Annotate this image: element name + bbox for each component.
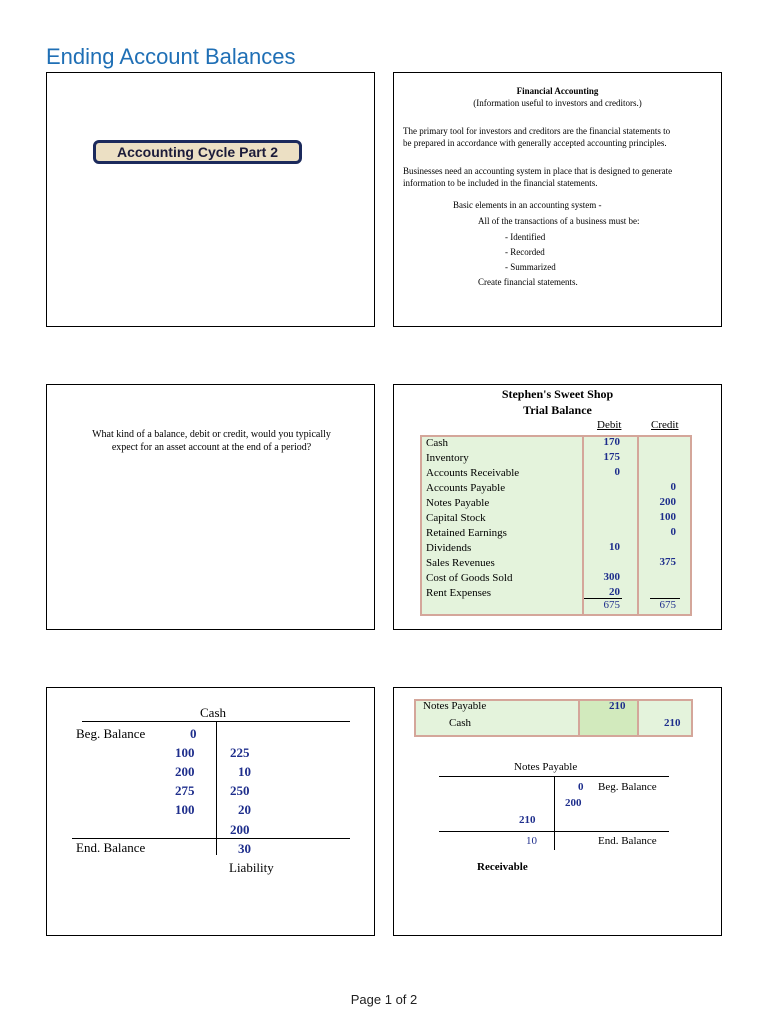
- account-name: Accounts Receivable: [426, 467, 520, 479]
- bullet-item: - Identified: [505, 232, 546, 242]
- journal-credit-account: Cash: [449, 717, 471, 729]
- credit-amount: 0: [670, 481, 676, 493]
- ending-balance-label: End. Balance: [598, 835, 657, 847]
- paragraph-line: The primary tool for investors and creditors are the financial statements to: [403, 126, 671, 136]
- slide-caption: Receivable: [477, 861, 528, 873]
- slide-trial-balance: [393, 384, 722, 630]
- debit-amount: 300: [603, 571, 620, 583]
- credit-entry: 225: [230, 745, 250, 760]
- beginning-balance-label: Beg. Balance: [598, 781, 657, 793]
- paragraph-line: information to be included in the financial statements.: [403, 178, 598, 188]
- debit-amount: 170: [603, 436, 620, 448]
- page-number: Page 1 of 2: [350, 992, 418, 1007]
- credit-entry: 200: [565, 797, 582, 809]
- column-divider: [578, 701, 580, 735]
- ending-balance-value: 10: [526, 835, 537, 847]
- account-name: Sales Revenues: [426, 557, 495, 569]
- slide-accounting-cycle: [46, 72, 375, 327]
- column-divider: [637, 701, 639, 735]
- debit-amount: 20: [609, 586, 620, 598]
- account-name: Notes Payable: [426, 497, 490, 509]
- company-name: Stephen's Sweet Shop: [501, 387, 614, 401]
- column-divider: [637, 437, 639, 614]
- journal-credit-amount: 210: [664, 717, 681, 729]
- t-account-center-rule: [216, 721, 217, 855]
- t-account-total-rule: [72, 838, 350, 839]
- paragraph-line: Businesses need an accounting system in place that is designed to generate: [403, 166, 673, 176]
- debit-entry: 200: [175, 764, 195, 779]
- account-name: Capital Stock: [426, 512, 486, 524]
- debit-column-header: Debit: [597, 419, 622, 431]
- slide-subheading: (Information useful to investors and creditors.): [473, 98, 642, 108]
- credit-entry: 250: [230, 783, 250, 798]
- column-divider: [582, 437, 584, 614]
- total-credit: 675: [659, 599, 676, 611]
- statement-title: Trial Balance: [523, 403, 592, 417]
- question-line: What kind of a balance, debit or credit, would you typically: [92, 429, 331, 440]
- debit-amount: 0: [614, 466, 620, 478]
- transactions-line: All of the transactions of a business must be:: [478, 216, 640, 226]
- credit-amount: 100: [659, 511, 676, 523]
- debit-entry: 100: [175, 745, 195, 760]
- credit-entry: 10: [238, 764, 251, 779]
- account-name: Accounts Payable: [426, 482, 506, 494]
- account-name: Retained Earnings: [426, 527, 507, 539]
- bullet-item: - Summarized: [505, 262, 556, 272]
- debit-entry: 210: [519, 814, 536, 826]
- journal-debit-amount: 210: [609, 700, 626, 712]
- paragraph-line: be prepared in accordance with generally accepted accounting principles.: [403, 138, 667, 148]
- credit-amount: 375: [659, 556, 676, 568]
- credit-amount: 200: [659, 496, 676, 508]
- slide-heading: Financial Accounting: [516, 86, 599, 96]
- credit-entry: 200: [230, 822, 250, 837]
- account-name: Rent Expenses: [426, 587, 492, 599]
- slide-notes-payable: [393, 687, 722, 936]
- question-line: expect for an asset account at the end of a period?: [111, 442, 312, 453]
- debit-entry: 100: [175, 802, 195, 817]
- slide-cash-t-account: [46, 687, 375, 936]
- t-account-title: Cash: [200, 705, 226, 720]
- slide-caption: Liability: [229, 860, 274, 875]
- beginning-balance-label: Beg. Balance: [76, 726, 146, 741]
- t-account-title: Notes Payable: [514, 761, 578, 773]
- slide-financial-accounting: [393, 72, 722, 327]
- ending-balance-label: End. Balance: [76, 840, 146, 855]
- ending-balance-value: 30: [238, 841, 251, 856]
- accounting-cycle-button[interactable]: Accounting Cycle Part 2: [93, 140, 302, 164]
- slide-question: [46, 384, 375, 630]
- account-name: Cash: [426, 437, 448, 449]
- closing-line: Create financial statements.: [478, 277, 578, 287]
- account-name: Cost of Goods Sold: [426, 572, 513, 584]
- t-account-total-rule: [439, 831, 669, 832]
- page-title: Ending Account Balances: [46, 44, 296, 69]
- beginning-balance-value: 0: [578, 781, 584, 793]
- total-debit: 675: [603, 599, 620, 611]
- question-text: [67, 428, 356, 454]
- account-name: Inventory: [426, 452, 469, 464]
- t-account-center-rule: [554, 776, 555, 850]
- debit-entry: 275: [175, 783, 195, 798]
- beginning-balance-value: 0: [190, 726, 197, 741]
- elements-intro: Basic elements in an accounting system -: [453, 200, 602, 210]
- debit-amount: 10: [609, 541, 620, 553]
- bullet-item: - Recorded: [505, 247, 545, 257]
- credit-entry: 20: [238, 802, 251, 817]
- account-name: Dividends: [426, 542, 472, 554]
- journal-debit-account: Notes Payable: [423, 700, 487, 712]
- credit-column-header: Credit: [651, 419, 679, 431]
- debit-amount: 175: [603, 451, 620, 463]
- credit-amount: 0: [670, 526, 676, 538]
